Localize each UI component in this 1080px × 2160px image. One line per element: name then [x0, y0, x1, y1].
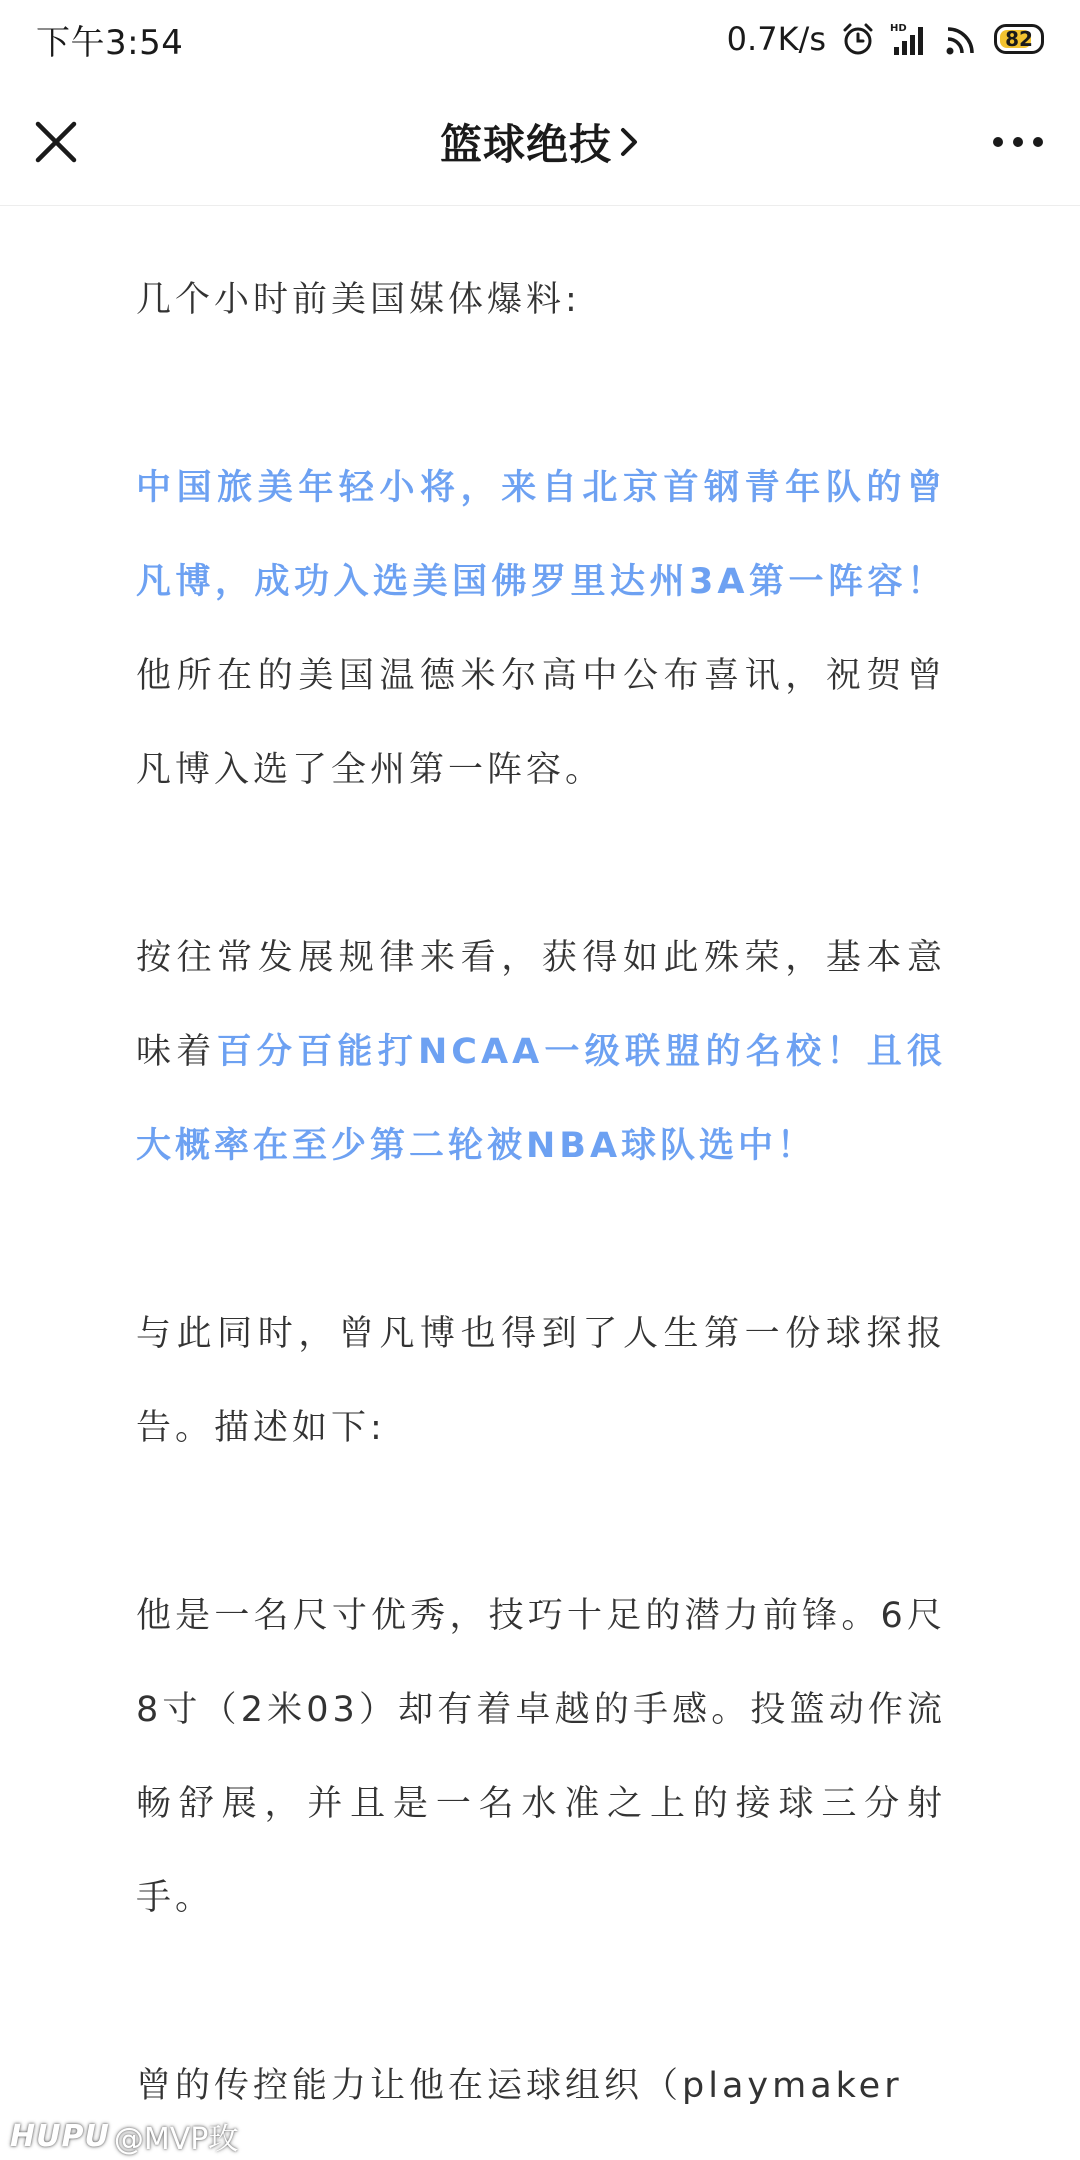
svg-text:HD: HD [890, 23, 907, 34]
highlight-text: 中国旅美年轻小将，来自北京首钢青年队的曾凡博，成功入选美国佛罗里达州3A第一阵容！ [136, 468, 946, 602]
watermark [10, 2112, 238, 2160]
status-time: 下午3:54 [36, 22, 184, 63]
paragraph-text: 他所在的美国温德米尔高中公布喜讯，祝贺曾凡博入选了全州第一阵容。 [136, 656, 946, 790]
highlight-text: 百分百能打NCAA一级联盟的名校！且很大概率在至少第二轮被NBA球队选中！ [136, 1032, 946, 1166]
close-icon [30, 116, 82, 168]
hd-signal-icon [890, 21, 930, 57]
account-title: 篮球绝技 [439, 120, 612, 169]
close-button[interactable] [30, 116, 82, 168]
nav-bar [0, 78, 1080, 206]
network-speed: 0.7K/s [726, 20, 826, 58]
chevron-right-icon [618, 124, 640, 160]
more-icon [992, 136, 1044, 148]
paragraph [136, 441, 946, 817]
status-icons [727, 20, 1044, 58]
paragraph: 曾的传控能力让他在运球组织（playmaker [136, 2066, 903, 2106]
paragraph-text: 按往常发展规律来看，获得如此殊荣，基本意味着 [136, 938, 946, 1072]
more-button[interactable] [986, 118, 1050, 166]
article-body [136, 206, 946, 2133]
alarm-icon [840, 21, 876, 57]
paragraph: 他是一名尺寸优秀，技巧十足的潜力前锋。6尺8寸（2米03）却有着卓越的手感。投篮动作流畅舒展，并且是一名水准之上的接球三分射手。 [136, 1596, 946, 1918]
battery-level: 82 [1005, 27, 1033, 51]
account-link[interactable] [440, 112, 640, 172]
paragraph [136, 911, 946, 1193]
wifi-icon [944, 21, 980, 57]
watermark-user: @MVP玫 [113, 2122, 239, 2157]
status-bar [0, 0, 1080, 78]
paragraph: 几个小时前美国媒体爆料: [136, 280, 581, 320]
battery-icon [994, 24, 1044, 54]
watermark-brand: HUPU [10, 2118, 110, 2154]
paragraph: 与此同时，曾凡博也得到了人生第一份球探报告。描述如下: [136, 1314, 946, 1448]
